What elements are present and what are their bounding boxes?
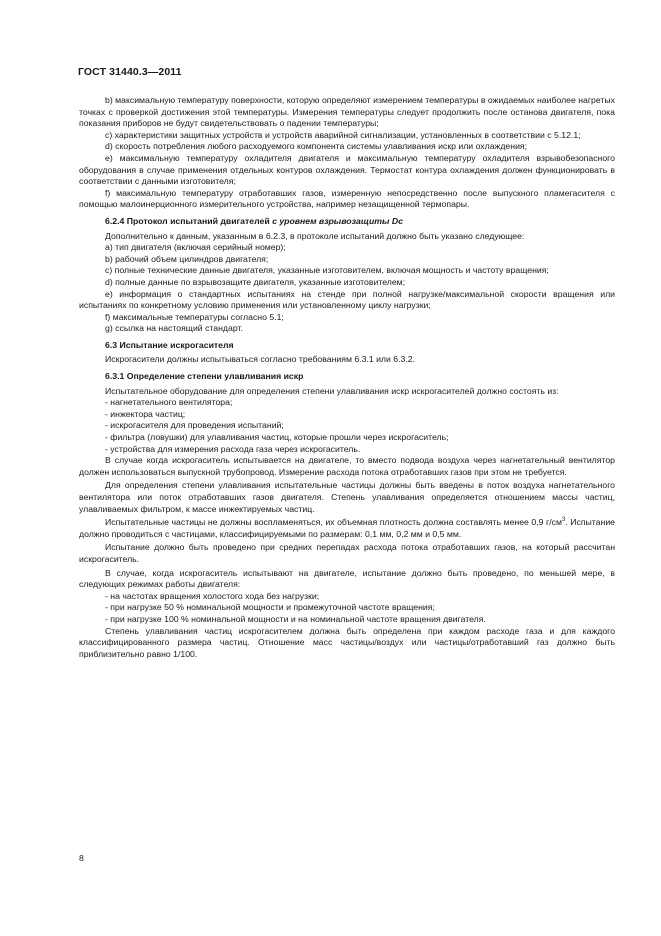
list-item-mode-3: - при нагрузке 100 % номинальной мощности и на номинальной частоте вращения двигателя. (105, 613, 486, 624)
page-body (79, 95, 615, 660)
superscript-3: 3 (561, 517, 566, 524)
section-title-6-2-4-italic: с уровнем взрывозащиты Dc (272, 215, 403, 226)
section-title-6-2-4: 6.2.4 Протокол испытаний двигателей (105, 215, 270, 226)
list-item-6-2-4-a: a) тип двигателя (включая серийный номер); (105, 242, 286, 253)
paragraph-particle-density (79, 517, 615, 540)
particle-density-text-b: . Испытание должно проводиться с частицами, классифицируемыми по размерам: 0,1 мм, 0,2 мм и 0,5 мм. (79, 517, 615, 539)
list-item-equipment-1: - нагнетательного вентилятора; (105, 397, 233, 408)
list-item-equipment-5: - устройства для измерения расхода газа через искрогаситель. (105, 443, 361, 454)
list-item-6-2-4-d: d) полные данные по взрывозащите двигателя, указанные изготовителем; (105, 276, 406, 287)
section-heading-6-2-4 (79, 216, 615, 228)
paragraph-6-3: Искрогасители должны испытываться согласно требованиям 6.3.1 или 6.3.2. (105, 354, 415, 365)
list-item-6-2-4-e: e) информация о стандартных испытаниях на стенде при полной нагрузке/максимальной скорости вращения или испытаниях по конкретному условию применения или установленному циклу нагрузки; (79, 288, 615, 311)
paragraph-item-e: e) максимальную температуру охладителя двигателя и максимальную температуру охладителя взрывобезопасного оборудования в случае применения отдельных контуров охлаждения. Термостат контура охлаждения должен функционировать в соответствии с данными изготовителя; (79, 152, 615, 187)
paragraph-6-3-1-intro: Испытательное оборудование для определения степени улавливания искр искрогасителей должно состоять из: (105, 385, 559, 396)
paragraph-flow-rate: Испытание должно быть проведено при средних перепадах расхода потока отработавших газов, на который рассчитан искрогаситель. (79, 542, 615, 564)
paragraph-engine-test: В случае когда искрогаситель испытывается на двигателе, то вместо подвода воздуха через нагнетательный вентилятор должен использоваться выпускной трубопровод. Измерение расхода потока отработавших газов при этом не требуется. (79, 455, 615, 477)
paragraph-engine-modes: В случае, когда искрогаситель испытывают на двигателе, испытание должно быть проведено, по меньшей мере, в следующих режимах работы двигателя: (79, 567, 615, 590)
list-item-6-2-4-b: b) рабочий объем цилиндров двигателя; (105, 253, 269, 264)
list-item-mode-1: - на частотах вращения холостого хода без нагрузки; (105, 590, 320, 601)
list-item-6-2-4-g: g) ссылка на настоящий стандарт. (105, 323, 243, 334)
paragraph-item-b: b) максимальную температуру поверхности, которую определяют измерением температуры в ожидаемых наиболее нагретых точках с проверкой достижения этой температуры. Измерения температуры следует продолжить после останова двигателя, пока показания приборов не будут свидетельствовать о падении температуры; (79, 95, 615, 129)
list-item-equipment-3: - искрогасителя для проведения испытаний; (105, 420, 284, 431)
section-title-6-3: 6.3 Испытание искрогасителя (105, 339, 234, 350)
document-header: ГОСТ 31440.3—2011 (78, 66, 182, 78)
paragraph-item-c: c) характеристики защитных устройств и устройств аварийной сигнализации, установленных в соответствии с 5.12.1; (105, 129, 581, 140)
list-item-equipment-2: - инжектора частиц; (105, 408, 186, 419)
list-item-6-2-4-f: f) максимальные температуры согласно 5.1; (105, 311, 284, 322)
paragraph-item-d: d) скорость потребления любого расходуемого компонента системы улавливания искр или охлаждения; (105, 141, 528, 152)
paragraph-item-f: f) максимальную температуру отработавших газов, измеренную непосредственно после выпускного пламегасителя с помощью малоинерционного измерительного устройства, например незащищенной термопары. (79, 187, 615, 210)
page-number: 8 (79, 853, 84, 863)
list-item-6-2-4-c: c) полные технические данные двигателя, указанные изготовителем, включая мощность и частоту вращения; (105, 265, 549, 276)
particle-density-text-a: Испытательные частицы не должны воспламеняться, их объемная плотность должна составлять менее 0,9 г/см (105, 517, 562, 528)
paragraph-particle-injection: Для определения степени улавливания испытательные частицы должны быть введены в поток воздуха нагнетательного вентилятора или поток отработавших газов двигателя. Степень улавливания определяется отношением массы частиц, улавливаемых фильтром, к массе инжектируемых частиц. (79, 480, 615, 514)
section-title-6-3-1: 6.3.1 Определение степени улавливания искр (105, 371, 304, 382)
list-item-equipment-4: - фильтра (ловушки) для улавливания частиц, которые прошли через искрогаситель; (105, 432, 449, 443)
paragraph-ratio: Степень улавливания частиц искрогасителем должна быть определена при каждом расходе газа и для каждого классифицированного размера частиц. Отношение масс частицы/воздух или частицы/отработавший газ должно быть приблизительно равно 1/100. (79, 625, 615, 659)
paragraph-6-2-4-intro: Дополнительно к данным, указанным в 6.2.3, в протоколе испытаний должно быть указано следующее: (105, 230, 525, 241)
list-item-mode-2: - при нагрузке 50 % номинальной мощности и промежуточной частоте вращения; (105, 602, 435, 613)
